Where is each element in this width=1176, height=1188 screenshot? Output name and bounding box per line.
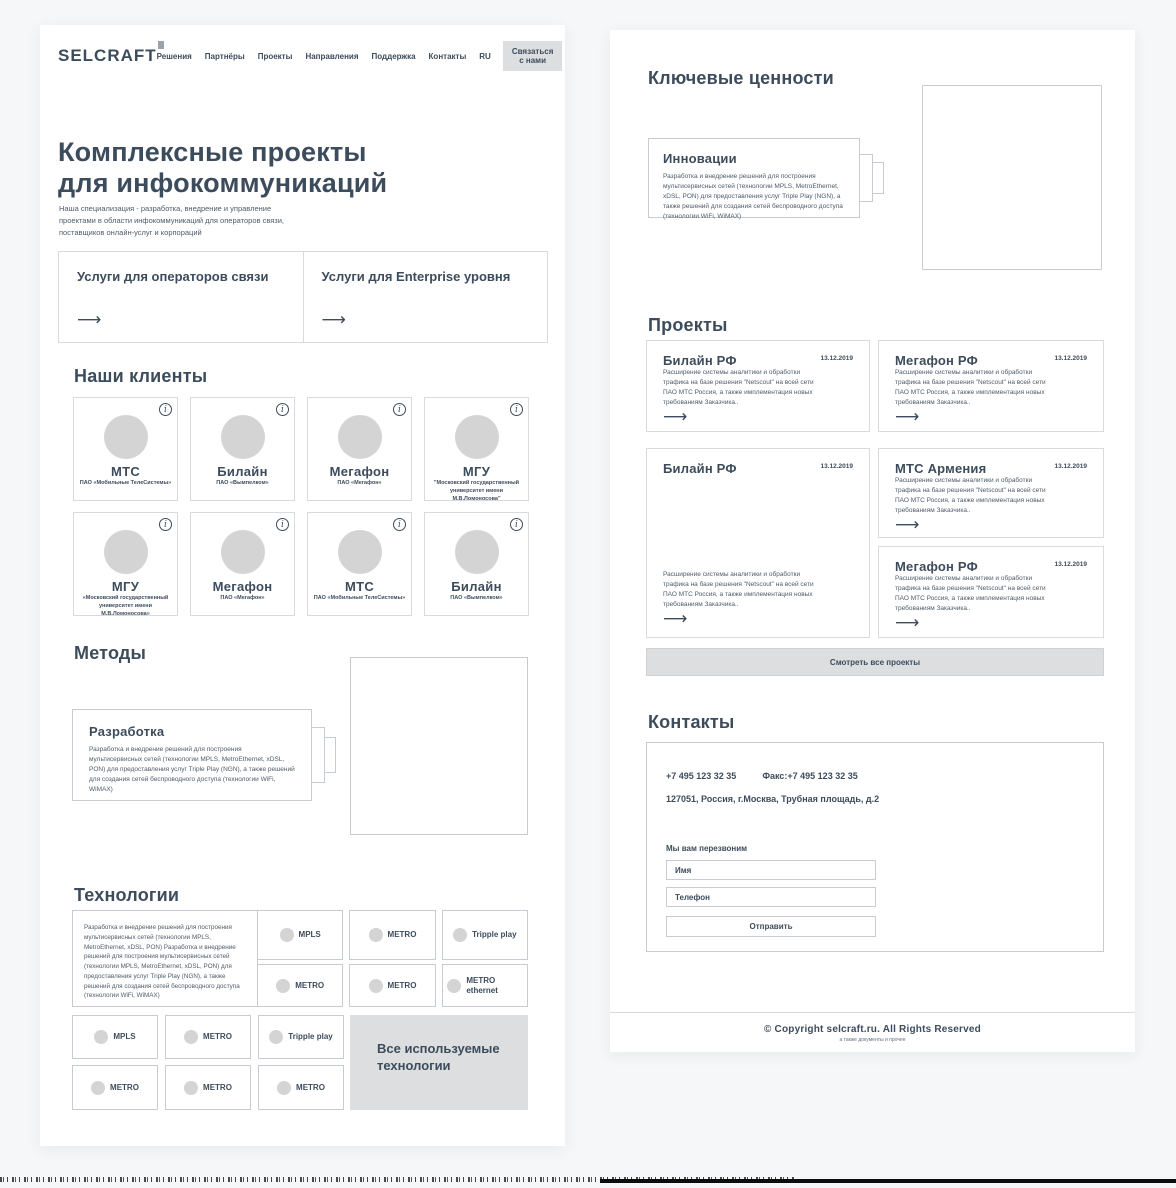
technology-dot-icon bbox=[276, 979, 290, 993]
technology-dot-icon bbox=[184, 1030, 198, 1044]
services-row bbox=[58, 251, 548, 343]
arrow-right-icon[interactable]: ⟶ bbox=[895, 407, 920, 428]
logo[interactable]: SELCRAFT bbox=[58, 46, 157, 66]
technology-chip[interactable] bbox=[258, 1065, 344, 1110]
technology-label: Tripple play bbox=[288, 1032, 333, 1042]
technology-label: MPLS bbox=[113, 1032, 136, 1042]
values-image-placeholder bbox=[922, 85, 1102, 270]
service-card[interactable] bbox=[59, 252, 303, 342]
hero-title bbox=[58, 137, 387, 198]
nav-item[interactable]: Поддержка bbox=[371, 51, 416, 61]
methods-heading: Методы bbox=[74, 643, 147, 663]
arrow-right-icon[interactable]: ⟶ bbox=[663, 609, 688, 629]
contact-address: 127051, Россия, г.Москва, Трубная площадь, д.2 bbox=[666, 794, 880, 804]
arrow-right-icon[interactable]: ⟶ bbox=[321, 310, 346, 330]
technology-chip[interactable] bbox=[442, 910, 528, 960]
client-logo-placeholder bbox=[338, 415, 382, 459]
client-card[interactable] bbox=[190, 397, 295, 501]
technology-label: METRO ethernet bbox=[466, 975, 498, 995]
project-title: Мегафон РФ bbox=[895, 353, 978, 368]
technology-dot-icon bbox=[277, 1081, 291, 1095]
method-card[interactable] bbox=[72, 709, 312, 801]
client-logo-placeholder bbox=[221, 530, 265, 574]
info-icon[interactable]: i bbox=[276, 518, 289, 531]
client-name: МТС bbox=[344, 579, 375, 594]
client-card[interactable] bbox=[190, 512, 295, 616]
technology-chip[interactable] bbox=[442, 964, 528, 1007]
service-title: Услуги для операторов связи bbox=[77, 269, 269, 284]
hero-title-line1: Комплексные проекты bbox=[58, 137, 367, 167]
client-card[interactable] bbox=[73, 512, 178, 616]
project-date: 13.12.2019 bbox=[820, 355, 853, 362]
landing-page bbox=[40, 25, 565, 1146]
site-footer bbox=[610, 1012, 1135, 1052]
technologies-description: Разработка и внедрение решений для построения мультисервисных сетей (технологии MPLS, MetroEthernet, xDSL, PON) Разработка и внедрение решений для построения мультисервисных сетей (технологии MPLS, MetroEthernet, xDSL, PON) для предоставления услуг Triple Play (NGN), а также решений для создания сетей беспроводного доступа (технологии WiFi, WiMAX) bbox=[72, 910, 258, 1007]
technology-chip[interactable] bbox=[257, 964, 343, 1007]
client-subtitle: ПАО «Мобильные ТелеСистемы» bbox=[313, 595, 406, 601]
client-name: Билайн bbox=[451, 579, 502, 594]
technologies-heading: Технологии bbox=[74, 885, 180, 905]
submit-button[interactable]: Отправить bbox=[666, 916, 876, 937]
values-projects-page bbox=[610, 30, 1135, 1052]
footer-subtext: а также документы и прочее bbox=[839, 1037, 906, 1043]
technology-chip[interactable] bbox=[72, 1065, 158, 1110]
project-card[interactable] bbox=[646, 340, 870, 432]
project-title: Билайн РФ bbox=[663, 353, 737, 368]
arrow-right-icon[interactable]: ⟶ bbox=[895, 515, 920, 536]
technology-chip[interactable] bbox=[165, 1065, 251, 1110]
info-icon[interactable]: i bbox=[159, 403, 172, 416]
technology-label: METRO bbox=[110, 1082, 139, 1092]
info-icon[interactable]: i bbox=[393, 518, 406, 531]
phone-input[interactable] bbox=[666, 887, 876, 907]
nav-item[interactable]: Направления bbox=[305, 51, 359, 61]
project-date: 13.12.2019 bbox=[820, 463, 853, 470]
client-name: Билайн bbox=[217, 464, 268, 479]
technology-chip[interactable] bbox=[257, 910, 343, 960]
technology-dot-icon bbox=[94, 1030, 108, 1044]
client-logo-placeholder bbox=[104, 415, 148, 459]
technology-chip[interactable] bbox=[349, 964, 435, 1007]
client-card[interactable] bbox=[424, 397, 529, 501]
technology-dot-icon bbox=[184, 1081, 198, 1095]
client-name: Мегафон bbox=[212, 579, 273, 594]
client-subtitle: ПАО «Вымпелком» bbox=[216, 480, 269, 486]
technology-chip[interactable] bbox=[72, 1015, 158, 1059]
client-card[interactable] bbox=[307, 512, 412, 616]
projects-heading: Проекты bbox=[648, 315, 728, 335]
nav-item[interactable]: Проекты bbox=[257, 51, 293, 61]
project-date: 13.12.2019 bbox=[1054, 561, 1087, 568]
client-logo-placeholder bbox=[455, 415, 499, 459]
client-name: МГУ bbox=[111, 579, 140, 594]
site-header bbox=[40, 25, 565, 73]
value-card-text: Разработка и внедрение решений для построения мультисервисных сетей (технологии MPLS, MetroEthernet, xDSL, PON) для предоставления услуг Triple Play (NGN), а также решений для создания сетей беспроводного доступа (технологии WiFi, WiMAX) bbox=[663, 173, 843, 221]
technology-chip[interactable] bbox=[165, 1015, 251, 1059]
arrow-right-icon[interactable]: ⟶ bbox=[77, 310, 102, 330]
contacts-panel bbox=[646, 742, 1104, 952]
method-card-text: Разработка и внедрение решений для построения мультисервисных сетей (технологии MPLS, MetroEthernet, xDSL, PON) для предоставления услуг Triple Play (NGN), а также решений для создания сетей беспроводного доступа (технологии WiFi, WiMAX) bbox=[89, 746, 295, 794]
info-icon[interactable]: i bbox=[510, 518, 523, 531]
technology-dot-icon bbox=[369, 928, 383, 942]
service-card[interactable] bbox=[303, 252, 548, 342]
project-description: Расширение системы аналитики и обработки трафика на базе решения "Netscout" на всей сети ПАО МТС Россия, а также имплементация новых требованиям Заказчика.. bbox=[895, 369, 1046, 407]
info-icon[interactable]: i bbox=[510, 403, 523, 416]
values-heading: Ключевые ценности bbox=[648, 68, 834, 88]
client-logo-placeholder bbox=[455, 530, 499, 574]
client-subtitle: ПАО «Мегафон» bbox=[337, 480, 382, 486]
project-title: Мегафон РФ bbox=[895, 559, 978, 574]
technology-chip[interactable] bbox=[349, 910, 435, 960]
project-date: 13.12.2019 bbox=[1054, 463, 1087, 470]
technology-dot-icon bbox=[453, 928, 467, 942]
methods-image-placeholder bbox=[350, 657, 528, 835]
contact-phone: +7 495 123 32 35 bbox=[666, 771, 737, 781]
technology-label: MPLS bbox=[298, 930, 321, 940]
logo-cube-icon bbox=[158, 41, 164, 49]
clients-grid bbox=[73, 397, 529, 616]
technology-label: METRO bbox=[387, 980, 417, 990]
project-title: Билайн РФ bbox=[663, 461, 737, 476]
nav-item[interactable]: RU bbox=[479, 51, 491, 61]
technology-dot-icon bbox=[369, 979, 383, 993]
info-icon[interactable]: i bbox=[276, 403, 289, 416]
all-technologies-button[interactable]: Все используемые технологии bbox=[350, 1015, 528, 1110]
project-card-tall[interactable] bbox=[646, 448, 870, 638]
client-name: МТС bbox=[110, 464, 141, 479]
view-all-projects-button[interactable]: Смотреть все проекты bbox=[646, 648, 1104, 676]
project-description: Расширение системы аналитики и обработки трафика на базе решения "Netscout" на всей сети ПАО МТС Россия, а также имплементация новых требованиям Заказчика.. bbox=[663, 570, 814, 608]
info-icon[interactable]: i bbox=[393, 403, 406, 416]
name-input[interactable] bbox=[666, 860, 876, 880]
copyright-text: © Copyright selcraft.ru. All Rights Reserved bbox=[764, 1024, 981, 1035]
service-title: Услуги для Enterprise уровня bbox=[321, 269, 511, 284]
client-logo-placeholder bbox=[338, 530, 382, 574]
technology-label: METRO bbox=[203, 1082, 232, 1092]
project-card[interactable] bbox=[878, 340, 1104, 432]
nav-item[interactable]: Партнёры bbox=[204, 51, 245, 61]
client-subtitle: ПАО «Мобильные ТелеСистемы» bbox=[79, 480, 172, 486]
client-subtitle: "Московский государственный университет имени М.В.Ломоносова" bbox=[433, 480, 520, 502]
technology-dot-icon bbox=[447, 979, 461, 993]
callback-form-title: Мы вам перезвоним bbox=[666, 844, 748, 853]
nav-item[interactable]: Контакты bbox=[428, 51, 467, 61]
arrow-right-icon[interactable]: ⟶ bbox=[895, 613, 920, 634]
value-card[interactable] bbox=[648, 138, 860, 221]
value-card-title: Инновации bbox=[663, 151, 737, 166]
hero-title-line2: для инфокоммуникаций bbox=[58, 167, 388, 198]
project-description: Расширение системы аналитики и обработки трафика на базе решения "Netscout" на всей сети ПАО МТС Россия, а также имплементация новых требованиям Заказчика.. bbox=[895, 477, 1046, 515]
contacts-heading: Контакты bbox=[648, 712, 735, 732]
method-card-title: Разработка bbox=[89, 724, 165, 739]
project-title: МТС Армения bbox=[895, 461, 987, 476]
technology-chips-grid-bottom bbox=[72, 1015, 344, 1110]
technology-label: METRO bbox=[203, 1032, 232, 1042]
technology-dot-icon bbox=[91, 1081, 105, 1095]
project-description: Расширение системы аналитики и обработки трафика на базе решения "Netscout" на всей сети ПАО МТС Россия, а также имплементация новых требованиям Заказчика.. bbox=[663, 369, 814, 407]
project-card[interactable] bbox=[878, 448, 1104, 538]
client-card[interactable] bbox=[73, 397, 178, 501]
technology-label: Tripple play bbox=[472, 930, 517, 940]
technology-chips-grid bbox=[257, 910, 528, 1007]
client-logo-placeholder bbox=[104, 530, 148, 574]
arrow-right-icon[interactable]: ⟶ bbox=[663, 407, 688, 428]
project-card[interactable] bbox=[878, 546, 1104, 638]
technology-label: METRO bbox=[295, 980, 325, 990]
clients-heading: Наши клиенты bbox=[74, 366, 208, 386]
technology-label: METRO bbox=[296, 1082, 325, 1092]
client-logo-placeholder bbox=[221, 415, 265, 459]
technology-dot-icon bbox=[269, 1030, 283, 1044]
contact-us-button[interactable]: Связаться с нами bbox=[503, 41, 563, 71]
client-card[interactable] bbox=[424, 512, 529, 616]
client-name: МГУ bbox=[462, 464, 491, 479]
technology-chip[interactable] bbox=[258, 1015, 344, 1059]
client-subtitle: ПАО «Мегафон» bbox=[220, 595, 265, 601]
cropped-bar-artifact bbox=[600, 1179, 1176, 1183]
project-date: 13.12.2019 bbox=[1054, 355, 1087, 362]
contact-fax: Факс:+7 495 123 32 35 bbox=[762, 771, 858, 781]
client-name: Мегафон bbox=[329, 464, 390, 479]
client-subtitle: ПАО «Вымпелком» bbox=[450, 595, 503, 601]
nav-item[interactable]: Решения bbox=[156, 51, 192, 61]
technology-dot-icon bbox=[280, 928, 294, 942]
info-icon[interactable]: i bbox=[159, 518, 172, 531]
technology-label: METRO bbox=[387, 930, 417, 940]
client-card[interactable] bbox=[307, 397, 412, 501]
hero-subtitle: Наша специализация - разработка, внедрение и управление проектами в области инфокоммуникаций для операторов связи, поставщиков онлайн-услуг и корпораций bbox=[59, 204, 284, 237]
project-description: Расширение системы аналитики и обработки трафика на базе решения "Netscout" на всей сети ПАО МТС Россия, а также имплементация новых требованиям Заказчика.. bbox=[895, 575, 1046, 613]
client-subtitle: «Московский государственный университет имени М.В.Ломоносова» bbox=[82, 595, 169, 617]
main-nav bbox=[157, 52, 491, 61]
